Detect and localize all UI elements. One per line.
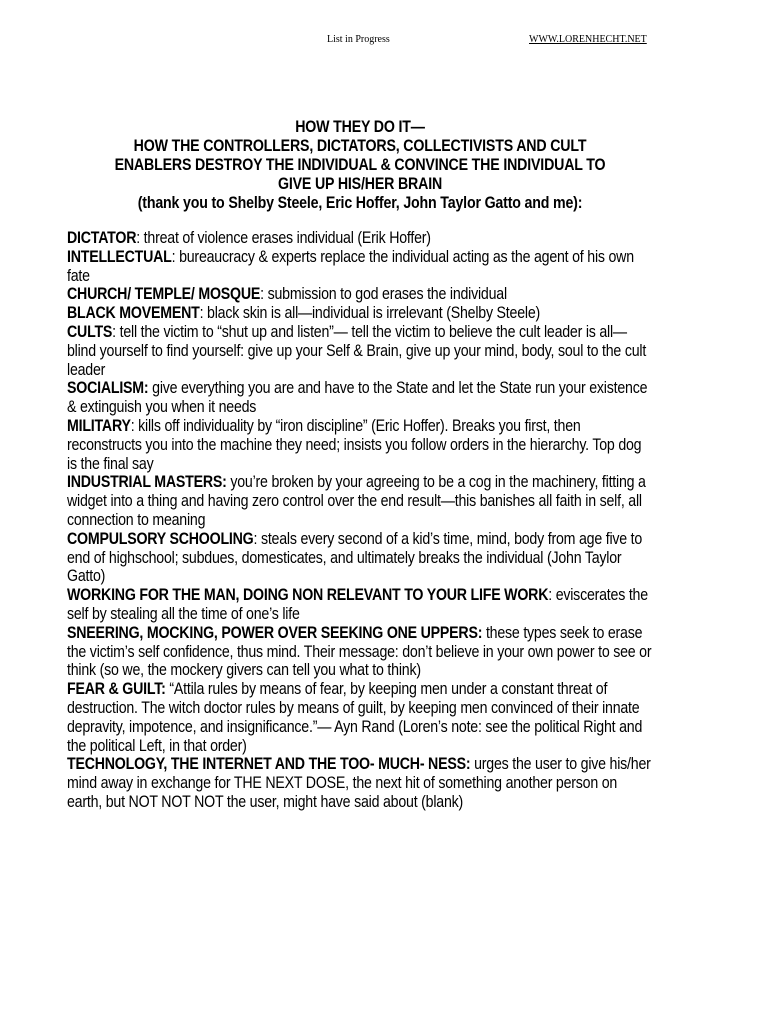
title-line: HOW THEY DO IT— [295,118,425,136]
entry-term: TECHNOLOGY, THE INTERNET AND THE TOO- MUCH- NESS: [67,755,471,774]
document-title [102,118,618,213]
entry-term: CULTS [67,322,113,341]
list-item-dictator [67,229,652,248]
entry-text: : steals every second of a kid’s time, mind, body from age five to end of highschool; subdues, domesticates, and ultimately breaks the individual (John Taylor Gatto) [67,529,643,586]
list-item-sneering-mocking [67,624,652,680]
entry-text: : eviscerates the self by stealing all the time of one’s life [67,586,648,623]
entry-text: : black skin is all—individual is irrelevant (Shelby Steele) [199,304,541,323]
title-line: GIVE UP HIS/HER BRAIN [277,175,443,193]
page-header [0,34,778,50]
list-item-working-for-the-man [67,586,652,624]
entry-term: FEAR & GUILT: [67,680,166,699]
entry-text: give everything you are and have to the State and let the State run your existence & extinguish you when it needs [67,379,648,417]
entry-term: INTELLECTUAL [67,247,172,266]
entry-term: SNEERING, MOCKING, POWER OVER SEEKING ONE UPPERS: [67,623,483,642]
entry-list [67,229,652,812]
title-line: (thank you to Shelby Steele, Eric Hoffer, John Taylor Gatto and me): [137,194,583,212]
entry-term: DICTATOR [67,229,137,247]
list-item-cults [67,323,652,379]
entry-text: these types seek to erase the victim’s self confidence, thus mind. Their message: don’t believe in your own power to see or think (so we, the mockery givers can tell you what to think) [67,623,652,680]
entry-term: WORKING FOR THE MAN, DOING NON RELEVANT TO YOUR LIFE WORK [67,586,549,605]
list-item-socialism [67,379,652,417]
entry-text: urges the user to give his/her mind away in exchange for THE NEXT DOSE, the next hit of something another person on earth, but NOT NOT NOT the user, might have said about (blank) [67,755,651,811]
entry-text: : threat of violence erases individual (Erik Hoffer) [136,229,431,247]
title-line: ENABLERS DESTROY THE INDIVIDUAL & CONVINCE THE INDIVIDUAL TO [114,156,606,174]
entry-text: : tell the victim to “shut up and listen”— tell the victim to believe the cult leader is all—blind yourself to find yourself: give up your Self & Brain, give up your mind, body, soul to the cult leader [67,322,647,379]
entry-text: you’re broken by your agreeing to be a cog in the machinery, fitting a widget into a thing and having zero control over the end result—this banishes all faith in self, all connection to meaning [67,473,646,529]
entry-term: CHURCH/ TEMPLE/ MOSQUE [67,285,261,304]
entry-text: : submission to god erases the individual [260,285,507,304]
list-item-military [67,417,652,473]
header-doc-status: List in Progress [327,34,390,45]
header-website-link[interactable]: WWW.LORENHECHT.NET [529,34,647,45]
list-item-intellectual [67,248,652,286]
list-item-industrial-masters [67,473,652,529]
entry-term: INDUSTRIAL MASTERS: [67,473,227,492]
entry-term: SOCIALISM: [67,379,149,398]
entry-term: COMPULSORY SCHOOLING [67,529,254,548]
entry-text: : bureaucracy & experts replace the individual acting as the agent of his own fate [67,247,634,285]
list-item-compulsory-schooling [67,530,652,586]
entry-term: MILITARY [67,416,131,435]
list-item-fear-guilt [67,680,652,755]
title-line: HOW THE CONTROLLERS, DICTATORS, COLLECTIVISTS AND CULT [133,137,587,155]
list-item-church [67,285,652,304]
list-item-black-movement [67,304,652,323]
entry-text: : kills off individuality by “iron discipline” (Eric Hoffer). Breaks you first, then reconstructs you into the machine they need; insists you follow orders in the hierarchy. Top dog is the final say [67,416,642,473]
list-item-technology [67,755,652,811]
entry-term: BLACK MOVEMENT [67,304,200,323]
entry-text: “Attila rules by means of fear, by keeping men under a constant threat of destruction. The witch doctor rules by means of guilt, by keeping men convinced of their innate depravity, impotence, and insignificance.”— Ayn Rand (Loren’s note: see the political Right and the political Left, in that order) [67,680,643,755]
